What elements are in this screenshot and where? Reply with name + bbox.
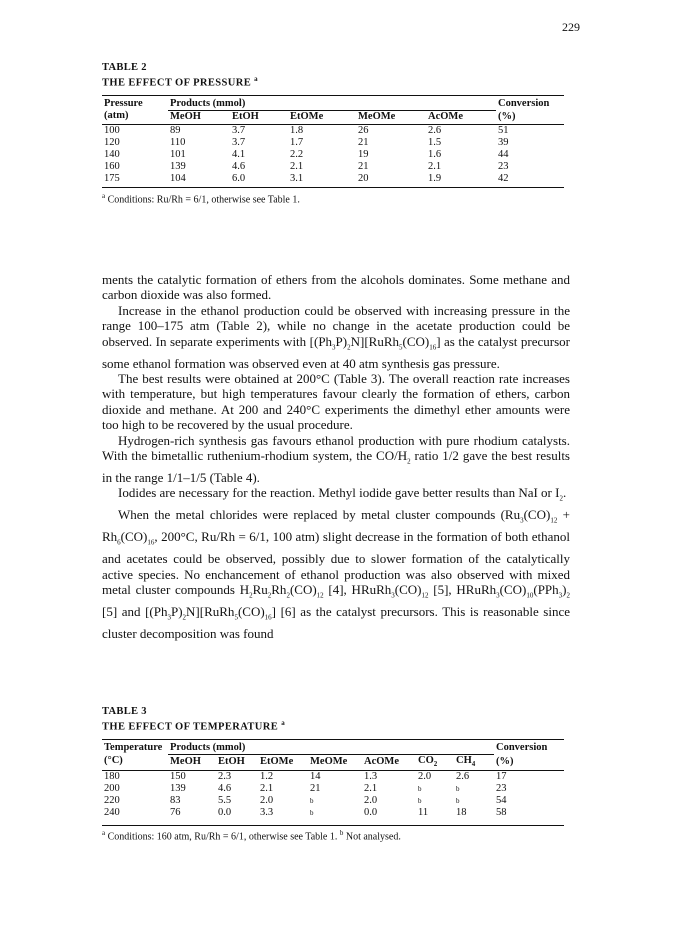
col-temperature-unit: (°C) bbox=[102, 754, 168, 770]
sub-header: AcOMe bbox=[362, 754, 416, 770]
table-3 bbox=[102, 706, 564, 842]
table-cell: 2.0 bbox=[418, 770, 432, 782]
table-cell: 1.8 bbox=[290, 125, 304, 136]
table-cell: 0.0 bbox=[364, 806, 378, 818]
table-cell: 58 bbox=[496, 806, 507, 818]
table-cell: 26 bbox=[358, 125, 369, 136]
table-cell: 160 bbox=[104, 161, 120, 172]
table-cell: 11 bbox=[418, 806, 429, 818]
table-cell: 200 bbox=[104, 782, 120, 794]
table-cell: 51 bbox=[498, 125, 509, 136]
col-products: Products (mmol) bbox=[170, 97, 246, 109]
paragraph: The best results were obtained at 200°C (Table 3). The overall reaction rate increases with temperature, but high temperatures favour clearly the formation of ethers, carbon dioxide and methane. At 200 and 240°C experiments the dimethyl ether amounts were too high to be recovered by the usual procedure. bbox=[102, 371, 570, 433]
table-row bbox=[102, 149, 564, 161]
table-cell: 17 bbox=[496, 770, 507, 782]
table-cell: 44 bbox=[498, 149, 509, 160]
table-cell: 39 bbox=[498, 137, 509, 148]
table-cell: 3.7 bbox=[232, 137, 246, 148]
table-cell: b bbox=[456, 784, 460, 793]
table-cell: 3.3 bbox=[260, 806, 274, 818]
table-row bbox=[102, 795, 564, 807]
sub-header: MeOH bbox=[168, 754, 216, 770]
table-3-header-row bbox=[102, 739, 564, 754]
table-2 bbox=[102, 62, 564, 205]
table-cell: 18 bbox=[456, 806, 467, 818]
table-cell: 139 bbox=[170, 782, 186, 794]
table-cell: 110 bbox=[170, 137, 186, 148]
table-cell: 21 bbox=[358, 161, 369, 172]
table-cell: b bbox=[310, 796, 314, 805]
table-cell: 150 bbox=[170, 770, 186, 782]
table-cell: 23 bbox=[498, 161, 509, 172]
table-cell: 2.1 bbox=[428, 161, 442, 172]
table-2-grid bbox=[102, 95, 564, 189]
table-cell: 2.2 bbox=[290, 149, 304, 160]
table-3-grid bbox=[102, 739, 564, 821]
page-number: 229 bbox=[562, 20, 580, 34]
table-cell: 120 bbox=[104, 137, 120, 148]
table-cell: 42 bbox=[498, 173, 509, 184]
table-cell: 6.0 bbox=[232, 173, 246, 184]
table-cell: 2.0 bbox=[260, 794, 274, 806]
col-temperature: Temperature bbox=[104, 741, 163, 753]
table-cell: 220 bbox=[104, 794, 120, 806]
table-3-footnote: $^a$ Conditions: 160 atm, Ru/Rh = 6/1, otherwise see Table 1. $^b$ Not analysed. bbox=[102, 825, 564, 842]
table-cell: 1.6 bbox=[428, 149, 442, 160]
table-cell: 100 bbox=[104, 125, 120, 136]
table-cell: 5.5 bbox=[218, 794, 232, 806]
sub-header: $CO_2$ bbox=[416, 754, 454, 770]
table-cell: 23 bbox=[496, 782, 507, 794]
table-cell: 14 bbox=[310, 770, 321, 782]
body-text bbox=[102, 272, 570, 642]
table-cell: 139 bbox=[170, 161, 186, 172]
table-row bbox=[102, 161, 564, 173]
col-products: Products (mmol) bbox=[170, 741, 246, 753]
table-cell: b bbox=[418, 796, 422, 805]
table-row bbox=[102, 783, 564, 795]
paragraph: Iodides are necessary for the reaction. Methyl iodide gave better results than NaI or $I_2$. bbox=[118, 485, 567, 504]
table-cell: 2.1 bbox=[260, 782, 274, 794]
col-conversion-unit: (%) bbox=[494, 754, 564, 770]
table-cell: 2.0 bbox=[364, 794, 378, 806]
table-cell: 1.3 bbox=[364, 770, 378, 782]
table-3-body bbox=[102, 770, 564, 821]
table-cell: 240 bbox=[104, 806, 120, 818]
table-2-body bbox=[102, 125, 564, 188]
table-cell: 2.3 bbox=[218, 770, 232, 782]
sub-header: MeOMe bbox=[356, 110, 426, 125]
table-cell: 3.7 bbox=[232, 125, 246, 136]
sub-header: MeOH bbox=[168, 110, 230, 125]
table-cell: 3.1 bbox=[290, 173, 304, 184]
sub-header: AcOMe bbox=[426, 110, 496, 125]
table-row bbox=[102, 137, 564, 149]
table-cell: 76 bbox=[170, 806, 181, 818]
sub-header: EtOH bbox=[216, 754, 258, 770]
table-cell: 180 bbox=[104, 770, 120, 782]
table-2-header-row bbox=[102, 95, 564, 110]
col-pressure: Pressure bbox=[104, 97, 143, 109]
table-cell: 2.1 bbox=[290, 161, 304, 172]
table-row bbox=[102, 125, 564, 138]
table-3-label: TABLE 3 bbox=[102, 706, 147, 717]
table-cell: 20 bbox=[358, 173, 369, 184]
sub-header: EtOH bbox=[230, 110, 288, 125]
table-cell: 83 bbox=[170, 794, 181, 806]
table-cell: 54 bbox=[496, 794, 507, 806]
table-cell: 21 bbox=[358, 137, 369, 148]
paragraph: ments the catalytic formation of ethers from the alcohols dominates. Some methane and carbon dioxide was also formed. bbox=[102, 272, 570, 303]
sub-header: MeOMe bbox=[308, 754, 362, 770]
table-cell: 4.6 bbox=[218, 782, 232, 794]
table-cell: 0.0 bbox=[218, 806, 232, 818]
table-cell: b bbox=[418, 784, 422, 793]
table-2-label: TABLE 2 bbox=[102, 62, 147, 73]
table-row bbox=[102, 807, 564, 821]
table-cell: 2.1 bbox=[364, 782, 378, 794]
sub-header: $CH_4$ bbox=[454, 754, 494, 770]
col-pressure-unit: (atm) bbox=[102, 110, 168, 125]
table-3-title: THE EFFECT OF TEMPERATURE $^a$ bbox=[102, 719, 286, 733]
col-conversion: Conversion bbox=[498, 97, 550, 109]
table-cell: b bbox=[456, 796, 460, 805]
table-cell: b bbox=[310, 808, 314, 817]
table-row bbox=[102, 173, 564, 188]
table-cell: 101 bbox=[170, 149, 186, 160]
sub-header: EtOMe bbox=[288, 110, 356, 125]
sub-header: EtOMe bbox=[258, 754, 308, 770]
table-2-title: THE EFFECT OF PRESSURE $^a$ bbox=[102, 75, 259, 89]
paragraph: When the metal chlorides were replaced by metal cluster compounds ($Ru_3(CO)_{12} + Rh_6(CO)_{16}$, 200°C, Ru/Rh = 6/1, 100 atm) slight decrease in the formation of both ethanol and acetates could be observed, possibly due to slower formation of the catalytically active species. No enchancement of ethanol production was also observed with mixed metal cluster compounds $H_2Ru_2Rh_2(CO)_{12}$ [4], $HRuRh_3(CO)_{12}$ [5], $HRuRh_3(CO)_{10}(PPh_3)_2$ [5] and $[(Ph_3P)_2N][RuRh_5(CO)_{16}]$ [6] as the catalyst precursors. This is reasonable since cluster decomposition was found bbox=[102, 507, 571, 642]
table-cell: 104 bbox=[170, 173, 186, 184]
table-cell: 2.6 bbox=[428, 125, 442, 136]
table-3-subheader-row bbox=[102, 754, 564, 770]
table-2-footnote: $^a$ Conditions: Ru/Rh = 6/1, otherwise see Table 1. bbox=[102, 192, 300, 206]
table-cell: 19 bbox=[358, 149, 369, 160]
table-row bbox=[102, 770, 564, 783]
table-cell: 4.6 bbox=[232, 161, 246, 172]
paragraph: Hydrogen-rich synthesis gas favours ethanol production with pure rhodium catalysts. With the bimetallic ruthenium-rhodium system, the $CO/H_2$ ratio 1/2 gave the best results in the range 1/1–1/5 (Table 4). bbox=[102, 432, 570, 486]
table-cell: 21 bbox=[310, 782, 321, 794]
table-cell: 175 bbox=[104, 173, 120, 184]
table-cell: 140 bbox=[104, 149, 120, 160]
table-cell: 1.9 bbox=[428, 173, 442, 184]
table-cell: 4.1 bbox=[232, 149, 246, 160]
table-cell: 89 bbox=[170, 125, 181, 136]
table-cell: 1.2 bbox=[260, 770, 274, 782]
table-cell: 2.6 bbox=[456, 770, 470, 782]
table-2-subheader-row bbox=[102, 110, 564, 125]
table-cell: 1.5 bbox=[428, 137, 442, 148]
col-conversion-unit: (%) bbox=[496, 110, 564, 125]
paragraph: Increase in the ethanol production could be observed with increasing pressure in the range 100–175 atm (Table 2), while no change in the acetate production could be observed. In separate experiments with $[(Ph_3P)_2N][RuRh_5(CO)_{16}]$ as the catalyst precursor some ethanol formation was observed even at 40 atm synthesis gas pressure. bbox=[102, 302, 570, 371]
col-conversion: Conversion bbox=[496, 741, 548, 753]
table-cell: 1.7 bbox=[290, 137, 304, 148]
